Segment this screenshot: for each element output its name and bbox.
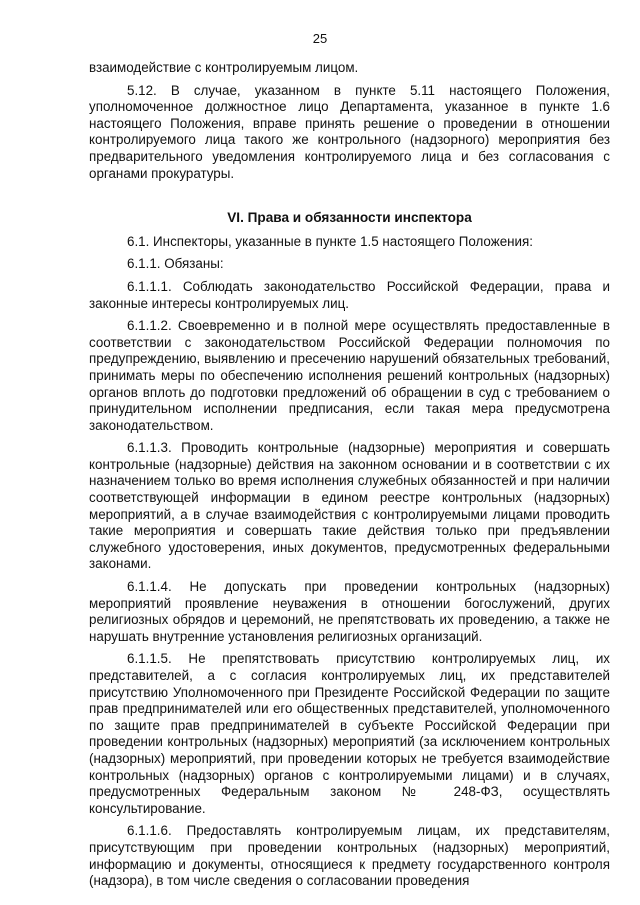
paragraph-6-1-1-6: 6.1.1.6. Предоставлять контролируемым лицам, их представителям, присутствующим при проведении контрольных (надзорных) мероприятий, информацию и документы, относящиеся к предмету государственного контроля (надзора), в том числе сведения о согласовании проведения	[89, 823, 610, 889]
paragraph-6-1-1-3: 6.1.1.3. Проводить контрольные (надзорные) мероприятия и совершать контрольные (надзорные) действия на законном основании и в соответствии с их назначением только во время исполнения служебных обязанностей и при наличии соответствующей информации в едином реестре контрольных (надзорных) мероприятий, а в случае взаимодействия с контролируемыми лицами проводить такие мероприятия и совершать такие действия только при предъявлении служебного удостоверения, иных документов, предусмотренных федеральными законами.	[89, 440, 610, 572]
document-body	[89, 60, 610, 896]
section-title: VI. Права и обязанности инспектора	[227, 210, 472, 226]
paragraph-6-1-1-2: 6.1.1.2. Своевременно и в полной мере осуществлять предоставленные в соответствии с законодательством Российской Федерации полномочия по предупреждению, выявлению и пресечению нарушений обязательных требований, принимать меры по обеспечению исполнения решений контрольных (надзорных) органов вплоть до подготовки предложений об обращении в суд с требованием о принудительном исполнении предписания, если такая мера предусмотрена законодательством.	[89, 318, 610, 433]
paragraph-6-1-1-4: 6.1.1.4. Не допускать при проведении контрольных (надзорных) мероприятий проявление неуважения в отношении богослужений, других религиозных обрядов и церемоний, не препятствовать их проведению, а также не нарушать внутренние установления религиозных организаций.	[89, 579, 610, 644]
page-number: 25	[312, 31, 328, 46]
paragraph-6-1-1-5: 6.1.1.5. Не препятствовать присутствию контролируемых лиц, их представителей, а с согласия контролируемых лиц, их представителей присутствию Уполномоченного при Президенте Российской Федерации по защите прав предпринимателей или его общественных представителей, уполномоченного по защите прав предпринимателей в субъекте Российской Федерации при проведении контрольных (надзорных) мероприятий (за исключением контрольных (надзорных) мероприятий, при проведении которых не требуется взаимодействие контрольных (надзорных) органов с контролируемыми лицами) и в случаях, предусмотренных Федеральным законом № 248-ФЗ, осуществлять консультирование.	[89, 651, 610, 816]
paragraph-continuation: взаимодействие с контролируемым лицом.	[89, 60, 359, 75]
paragraph-5-12: 5.12. В случае, указанном в пункте 5.11 настоящего Положения, уполномоченное должностное лицо Департамента, указанное в пункте 1.6 настоящего Положения, вправе принять решение о проведении в отношении контролируемого лица такого же контрольного (надзорного) мероприятия без предварительного уведомления контролируемого лица и без согласования с органами прокуратуры.	[89, 82, 610, 181]
paragraph-6-1-1-1: 6.1.1.1. Соблюдать законодательство Российской Федерации, права и законные интересы контролируемых лиц.	[89, 278, 610, 311]
paragraph-6-1: 6.1. Инспекторы, указанные в пункте 1.5 настоящего Положения:	[127, 233, 533, 249]
paragraph-6-1-1: 6.1.1. Обязаны:	[127, 256, 224, 272]
